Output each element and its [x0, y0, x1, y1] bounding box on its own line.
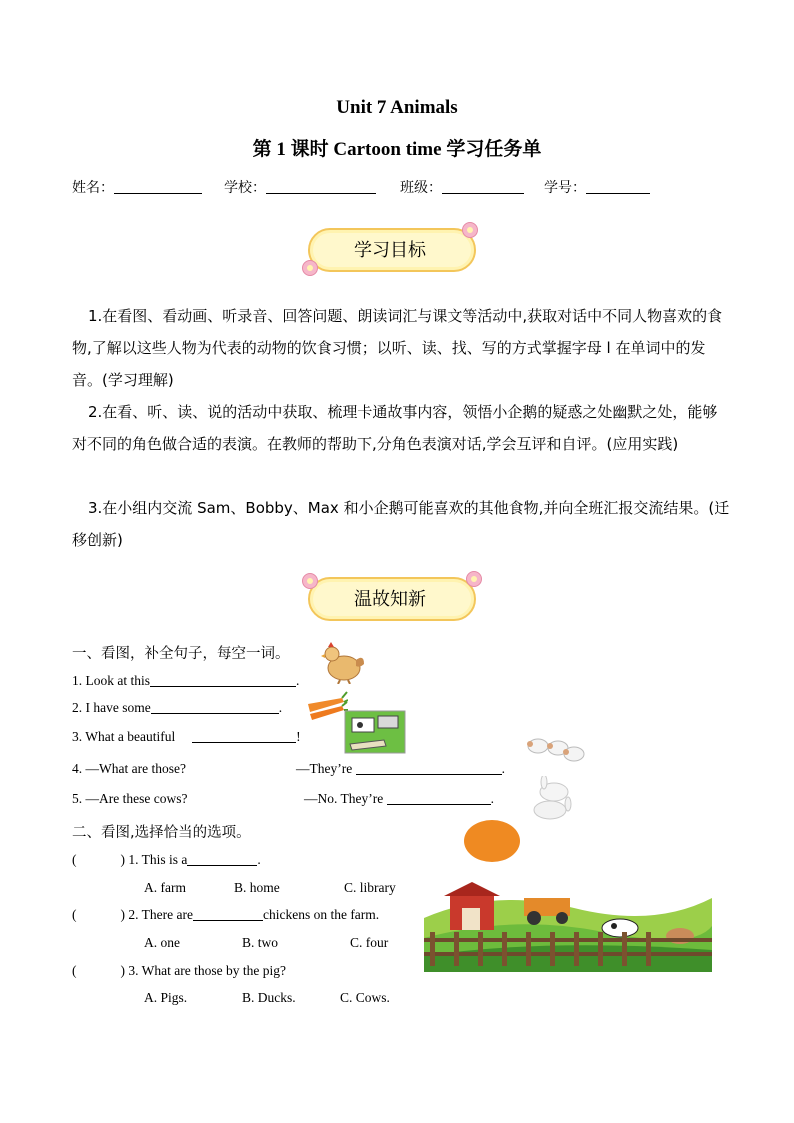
answer-blank[interactable] — [192, 730, 296, 743]
option[interactable]: C. Cows. — [340, 990, 390, 1005]
question-1: 1. Look at this . — [72, 673, 300, 688]
class-blank[interactable] — [442, 179, 524, 194]
question-4-prompt: 4. —What are those? — [72, 761, 186, 776]
answer-blank[interactable] — [150, 674, 296, 687]
mc-question-3: ( ) 3. What are those by the pig? — [72, 963, 286, 978]
school-field — [224, 177, 376, 197]
option[interactable]: A. Pigs. — [144, 990, 188, 1005]
review-banner — [302, 571, 482, 623]
answer-blank[interactable] — [151, 701, 279, 714]
option[interactable]: C. four — [350, 935, 389, 950]
answer-blank[interactable] — [193, 908, 263, 921]
farm-scene-icon — [424, 878, 712, 972]
option[interactable]: B. two — [242, 935, 279, 950]
section-two-heading: 二、看图,选择恰当的选项。 — [72, 825, 251, 841]
page-subtitle: 第 1 课时 Cartoon time 学习任务单 — [252, 139, 542, 160]
objective-item: 2.在看、听、读、说的活动中获取、梳理卡通故事内容，领悟小企鹅的疑惑之处幽默之处，能够对不同的角色做合适的表演。在教师的帮助下,分角色表演对话,学会互评和自评。(应用实践) — [72, 403, 718, 453]
flower-icon — [466, 571, 482, 587]
name-blank[interactable] — [114, 179, 202, 194]
answer-blank[interactable] — [187, 853, 257, 866]
page-title: Unit 7 Animals — [336, 97, 458, 118]
option[interactable]: A. one — [144, 935, 180, 950]
flower-icon — [302, 573, 318, 589]
question-4-answer: —They’re . — [296, 761, 505, 776]
number-blank[interactable] — [586, 179, 650, 194]
objective-item: 3.在小组内交流 Sam、Bobby、Max 和小企鹅可能喜欢的其他食物,并向全班汇报交流结果。(迁移创新) — [72, 499, 730, 549]
answer-blank[interactable] — [356, 762, 502, 775]
farm-icon — [344, 710, 406, 754]
question-5-prompt: 5. —Are these cows? — [72, 791, 188, 806]
option[interactable]: A. farm — [144, 880, 186, 895]
mc-question-2: ( ) 2. There are chickens on the farm. — [72, 907, 380, 922]
school-blank[interactable] — [266, 179, 376, 194]
question-2: 2. I have some . — [72, 700, 283, 715]
review-banner-label: 温故知新 — [354, 589, 426, 610]
rabbits-icon — [528, 776, 576, 822]
objective-item: 1.在看图、看动画、听录音、回答问题、朗读词汇与课文等活动中,获取对话中不同人物喜欢的食物,了解以这些人物为代表的动物的饮食习惯；以听、读、找、写的方式掌握字母 l 在单词中的发音。(学习理解) — [72, 307, 723, 389]
answer-blank[interactable] — [387, 792, 491, 805]
question-3: 3. What a beautiful ! — [72, 729, 301, 744]
chicken-icon — [320, 640, 366, 684]
objectives-banner-label: 学习目标 — [354, 240, 426, 261]
flower-icon — [462, 222, 478, 238]
egg-icon — [462, 818, 522, 864]
flower-icon — [302, 260, 318, 276]
section-one-heading: 一、看图，补全句子，每空一词。 — [72, 646, 290, 662]
school-label: 学校： — [224, 180, 266, 196]
class-field — [400, 177, 524, 197]
name-label: 姓名： — [72, 180, 114, 196]
option[interactable]: B. home — [234, 880, 280, 895]
number-field — [544, 177, 650, 197]
name-field — [72, 177, 202, 197]
sheep-icon — [524, 734, 588, 766]
question-5-answer: —No. They’re . — [304, 791, 494, 806]
option[interactable]: C. library — [344, 880, 396, 895]
class-label: 班级： — [400, 180, 442, 196]
carrot-icon — [304, 690, 348, 724]
mc-question-1: ( ) 1. This is a . — [72, 852, 261, 867]
option[interactable]: B. Ducks. — [242, 990, 296, 1005]
objectives-banner — [302, 222, 482, 274]
number-label: 学号： — [544, 180, 586, 196]
